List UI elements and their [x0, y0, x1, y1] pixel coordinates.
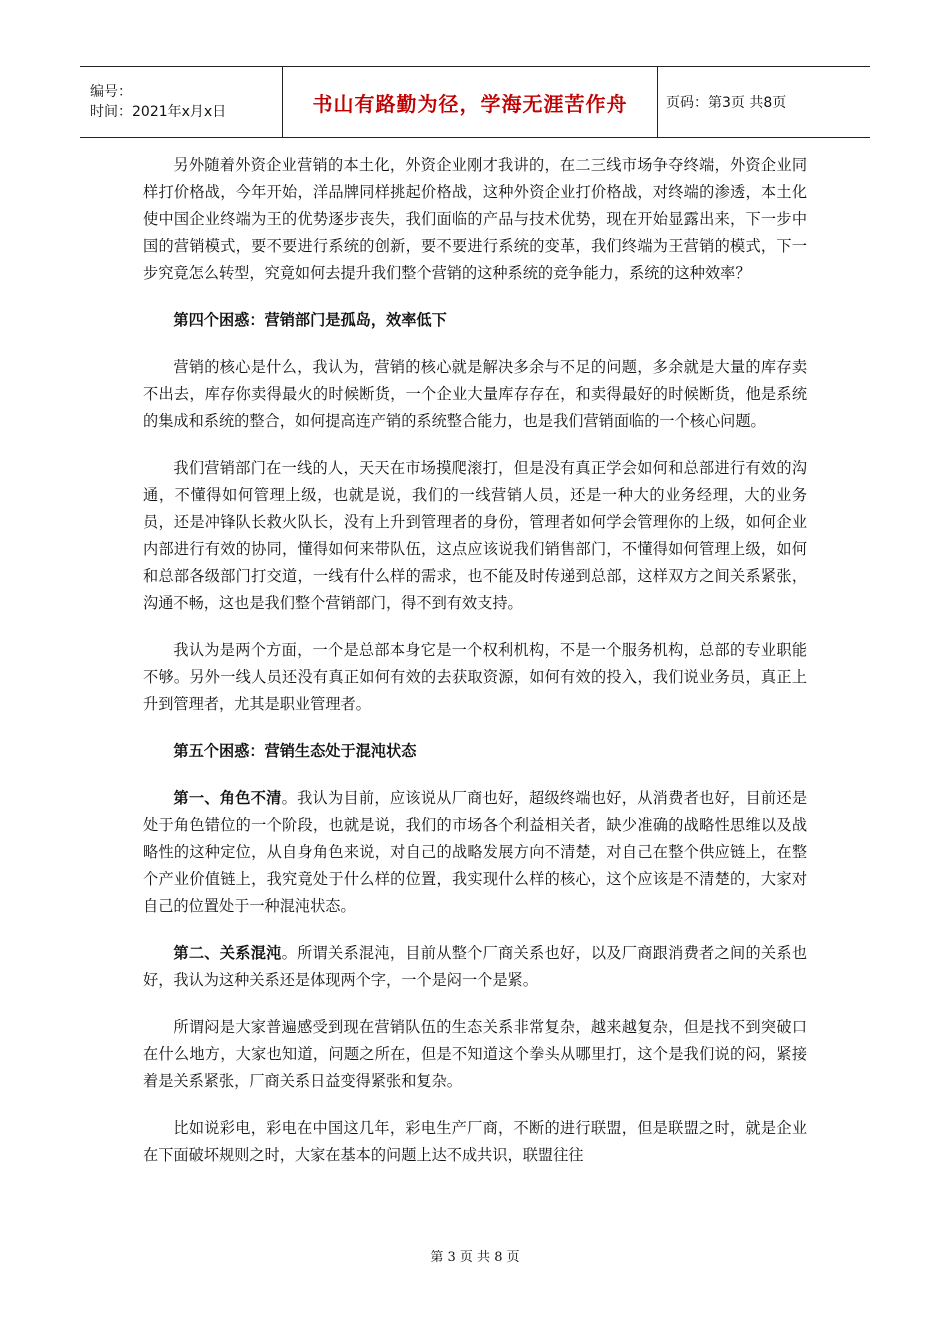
section-heading-text: 第四个困惑：营销部门是孤岛，效率低下: [173, 311, 447, 329]
paragraph: [143, 152, 807, 287]
paragraph-text: 比如说彩电，彩电在中国这几年，彩电生产厂商，不断的进行联盟，但是联盟之时，就是企业在下面破坏规则之时，大家在基本的问题上达不成共识，联盟往往: [143, 1119, 807, 1164]
paragraph: [143, 354, 807, 435]
section-heading: [143, 738, 807, 765]
paragraph: [143, 785, 807, 920]
section-heading: [143, 307, 807, 334]
paragraph: [143, 637, 807, 718]
header-motto-cell: [282, 67, 658, 137]
header-page-info-cell: [658, 67, 870, 137]
paragraph-text: 。所谓关系混沌，目前从整个厂商关系也好，以及厂商跟消费者之间的关系也好，我认为这种关系还是体现两个字，一个是闷一个是紧。: [143, 944, 808, 989]
paragraph: [143, 940, 807, 994]
paragraph-lead: 第一、角色不清: [173, 789, 282, 807]
paragraph-text: 我们营销部门在一线的人，天天在市场摸爬滚打，但是没有真正学会如何和总部进行有效的沟通，不懂得如何管理上级，也就是说，我们的一线营销人员，还是一种大的业务经理，大的业务员，还是冲锋队长救火队长，没有上升到管理者的身份，管理者如何学会管理你的上级，如何企业内部进行有效的协同，懂得如何来带队伍，这点应该说我们销售部门，不懂得如何管理上级，如何和总部各级部门打交道，一线有什么样的需求，也不能及时传递到总部，这样双方之间关系紧张，沟通不畅，这也是我们整个营销部门，得不到有效支持。: [143, 459, 807, 612]
page-footer: 第 3 页 共 8 页: [430, 1250, 520, 1265]
doc-time-label: 时间：2021年x月x日: [90, 104, 227, 120]
paragraph-lead: 第二、关系混沌: [173, 944, 282, 962]
paragraph: [143, 1115, 807, 1169]
section-heading-text: 第五个困惑：营销生态处于混沌状态: [173, 742, 417, 760]
doc-number-label: 编号：: [90, 84, 132, 100]
paragraph: [143, 455, 807, 617]
paragraph-text: 另外随着外资企业营销的本土化，外资企业刚才我讲的，在二三线市场争夺终端，外资企业同样打价格战，今年开始，洋品牌同样挑起价格战，这种外资企业打价格战，对终端的渗透，本土化使中国企业终端为王的优势逐步丧失，我们面临的产品与技术优势，现在开始显露出来，下一步中国的营销模式，要不要进行系统的创新，要不要进行系统的变革，我们终端为王营销的模式，下一步究竟怎么转型，究竟如何去提升我们整个营销的这种系统的竞争能力，系统的这种效率？: [143, 156, 807, 282]
paragraph-text: 。我认为目前，应该说从厂商也好，超级终端也好，从消费者也好，目前还是处于角色错位的一个阶段，也就是说，我们的市场各个利益相关者，缺少准确的战略性思维以及战略性的这种定位，从自身角色来说，对自己的战略发展方向不清楚，对自己在整个供应链上，在整个产业价值链上，我究竟处于什么样的位置，我实现什么样的核心，这个应该是不清楚的，大家对自己的位置处于一种混沌状态。: [143, 789, 808, 915]
document-header: [80, 66, 870, 138]
paragraph-text: 所谓闷是大家普遍感受到现在营销队伍的生态关系非常复杂，越来越复杂，但是找不到突破口在什么地方，大家也知道，问题之所在，但是不知道这个拳头从哪里打，这个是我们说的闷，紧接着是关系紧张，厂商关系日益变得紧张和复杂。: [143, 1018, 807, 1090]
header-motto: 书山有路勤为径，学海无涯苦作舟: [312, 91, 628, 116]
document-body: [143, 152, 807, 1189]
paragraph-text: 营销的核心是什么，我认为，营销的核心就是解决多余与不足的问题，多余就是大量的库存卖不出去，库存你卖得最火的时候断货，一个企业大量库存存在，和卖得最好的时候断货，他是系统的集成和系统的整合，如何提高连产销的系统整合能力，也是我们营销面临的一个核心问题。: [143, 358, 807, 430]
paragraph: [143, 1014, 807, 1095]
header-page-info: 页码：第3页 共8页: [666, 95, 787, 111]
header-meta: [80, 67, 282, 137]
paragraph-text: 我认为是两个方面，一个是总部本身它是一个权利机构，不是一个服务机构，总部的专业职能不够。另外一线人员还没有真正如何有效的去获取资源，如何有效的投入，我们说业务员，真正上升到管理者，尤其是职业管理者。: [143, 641, 807, 713]
